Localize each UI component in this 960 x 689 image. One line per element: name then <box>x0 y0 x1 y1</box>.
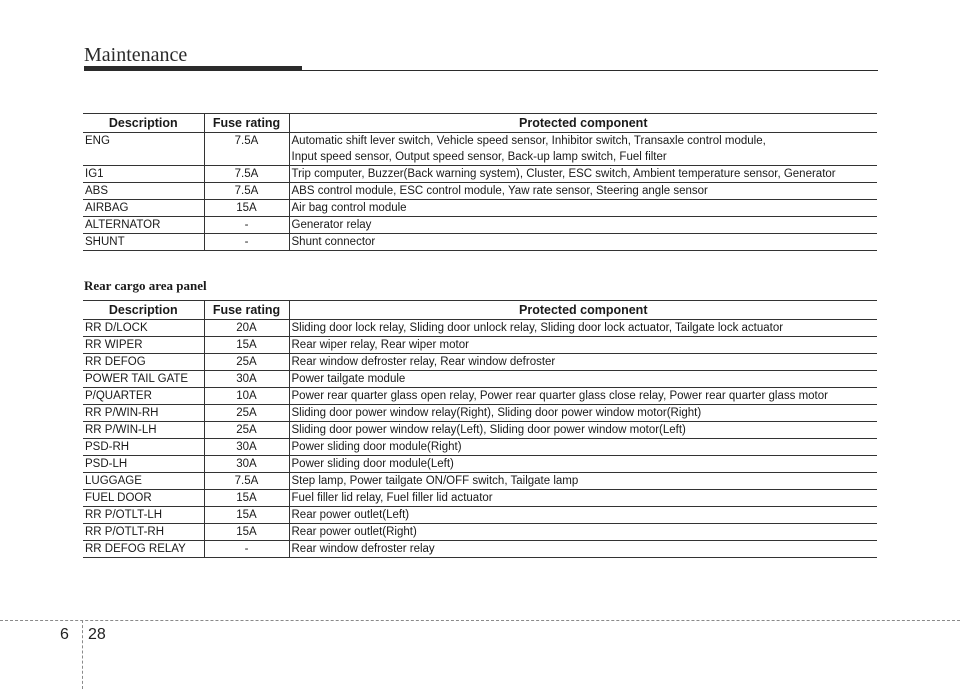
footer-divider <box>0 620 960 621</box>
cell-protected-component: Rear window defroster relay, Rear window defroster <box>289 354 877 371</box>
chapter-number: 6 <box>60 626 69 643</box>
table-row <box>83 422 877 439</box>
cell-description: RR P/OTLT-RH <box>83 524 204 541</box>
cell-fuse-rating: 25A <box>204 405 289 422</box>
cell-protected-component: ABS control module, ESC control module, Yaw rate sensor, Steering angle sensor <box>289 183 877 200</box>
cell-description: IG1 <box>83 166 204 183</box>
column-header-protected-component: Protected component <box>289 114 877 133</box>
cell-description: RR WIPER <box>83 337 204 354</box>
table-row <box>83 388 877 405</box>
table-row <box>83 524 877 541</box>
column-header-description: Description <box>83 301 204 320</box>
table-row <box>83 473 877 490</box>
cell-protected-component: Trip computer, Buzzer(Back warning system), Cluster, ESC switch, Ambient temperature sensor, Generator <box>289 166 877 183</box>
cell-description: AIRBAG <box>83 200 204 217</box>
cell-description: RR DEFOG RELAY <box>83 541 204 558</box>
table-row <box>83 456 877 473</box>
cell-protected-component: Power rear quarter glass open relay, Power rear quarter glass close relay, Power rear quarter glass motor <box>289 388 877 405</box>
table-header-row <box>83 301 877 320</box>
cell-protected-component: Step lamp, Power tailgate ON/OFF switch, Tailgate lamp <box>289 473 877 490</box>
cell-description: POWER TAIL GATE <box>83 371 204 388</box>
column-header-fuse-rating: Fuse rating <box>204 114 289 133</box>
header-rule-thin <box>302 70 878 71</box>
cell-protected-component <box>289 133 877 166</box>
cell-description: FUEL DOOR <box>83 490 204 507</box>
cell-description: RR D/LOCK <box>83 320 204 337</box>
cell-protected-component: Generator relay <box>289 217 877 234</box>
header-rule <box>84 66 302 71</box>
column-header-protected-component: Protected component <box>289 301 877 320</box>
cell-fuse-rating: 30A <box>204 456 289 473</box>
cell-protected-component: Rear window defroster relay <box>289 541 877 558</box>
table-header-row <box>83 114 877 133</box>
column-header-fuse-rating: Fuse rating <box>204 301 289 320</box>
cell-protected-component: Rear wiper relay, Rear wiper motor <box>289 337 877 354</box>
column-header-description: Description <box>83 114 204 133</box>
cell-protected-component: Rear power outlet(Right) <box>289 524 877 541</box>
cell-fuse-rating: 15A <box>204 337 289 354</box>
cell-fuse-rating: 7.5A <box>204 473 289 490</box>
cell-fuse-rating: 25A <box>204 422 289 439</box>
table-row <box>83 320 877 337</box>
cell-fuse-rating: 20A <box>204 320 289 337</box>
cell-fuse-rating: 30A <box>204 439 289 456</box>
section-title: Rear cargo area panel <box>84 278 207 293</box>
cell-fuse-rating: 7.5A <box>204 133 289 166</box>
cell-fuse-rating: 10A <box>204 388 289 405</box>
cell-protected-component: Rear power outlet(Left) <box>289 507 877 524</box>
cell-description: ALTERNATOR <box>83 217 204 234</box>
cell-protected-component: Fuel filler lid relay, Fuel filler lid actuator <box>289 490 877 507</box>
fuse-table-2 <box>83 300 877 558</box>
cell-fuse-rating: 7.5A <box>204 183 289 200</box>
cell-description: RR P/OTLT-LH <box>83 507 204 524</box>
cell-description: ABS <box>83 183 204 200</box>
table-row <box>83 439 877 456</box>
table-row <box>83 354 877 371</box>
cell-protected-component: Sliding door power window relay(Right), Sliding door power window motor(Right) <box>289 405 877 422</box>
cell-protected-component: Sliding door power window relay(Left), Sliding door power window motor(Left) <box>289 422 877 439</box>
cell-fuse-rating: 15A <box>204 200 289 217</box>
cell-description: RR P/WIN-RH <box>83 405 204 422</box>
cell-fuse-rating: - <box>204 234 289 251</box>
table-row <box>83 133 877 166</box>
cell-description: PSD-LH <box>83 456 204 473</box>
footer-vertical-divider <box>82 620 83 689</box>
cell-protected-component: Power sliding door module(Left) <box>289 456 877 473</box>
table-row <box>83 507 877 524</box>
cell-description: PSD-RH <box>83 439 204 456</box>
cell-fuse-rating: - <box>204 541 289 558</box>
cell-text-line: Automatic shift lever switch, Vehicle speed sensor, Inhibitor switch, Transaxle control module, <box>291 135 766 147</box>
cell-fuse-rating: - <box>204 217 289 234</box>
cell-protected-component: Sliding door lock relay, Sliding door unlock relay, Sliding door lock actuator, Tailgate lock actuator <box>289 320 877 337</box>
cell-protected-component: Air bag control module <box>289 200 877 217</box>
fuse-table-1 <box>83 113 877 251</box>
cell-fuse-rating: 15A <box>204 490 289 507</box>
cell-description: ENG <box>83 133 204 166</box>
page-number: 28 <box>88 626 106 643</box>
table-row <box>83 183 877 200</box>
cell-fuse-rating: 15A <box>204 507 289 524</box>
cell-protected-component: Shunt connector <box>289 234 877 251</box>
table-row <box>83 371 877 388</box>
cell-fuse-rating: 15A <box>204 524 289 541</box>
cell-description: P/QUARTER <box>83 388 204 405</box>
table-row <box>83 490 877 507</box>
cell-protected-component: Power tailgate module <box>289 371 877 388</box>
table-row <box>83 541 877 558</box>
cell-description: RR DEFOG <box>83 354 204 371</box>
cell-fuse-rating: 25A <box>204 354 289 371</box>
cell-text-line: Input speed sensor, Output speed sensor, Back-up lamp switch, Fuel filter <box>291 151 667 163</box>
cell-description: SHUNT <box>83 234 204 251</box>
cell-fuse-rating: 30A <box>204 371 289 388</box>
table-row <box>83 166 877 183</box>
cell-protected-component: Power sliding door module(Right) <box>289 439 877 456</box>
cell-fuse-rating: 7.5A <box>204 166 289 183</box>
table-row <box>83 405 877 422</box>
table-row <box>83 337 877 354</box>
table-row <box>83 200 877 217</box>
cell-description: LUGGAGE <box>83 473 204 490</box>
table-row <box>83 217 877 234</box>
page-title: Maintenance <box>84 44 188 66</box>
cell-description: RR P/WIN-LH <box>83 422 204 439</box>
table-row <box>83 234 877 251</box>
